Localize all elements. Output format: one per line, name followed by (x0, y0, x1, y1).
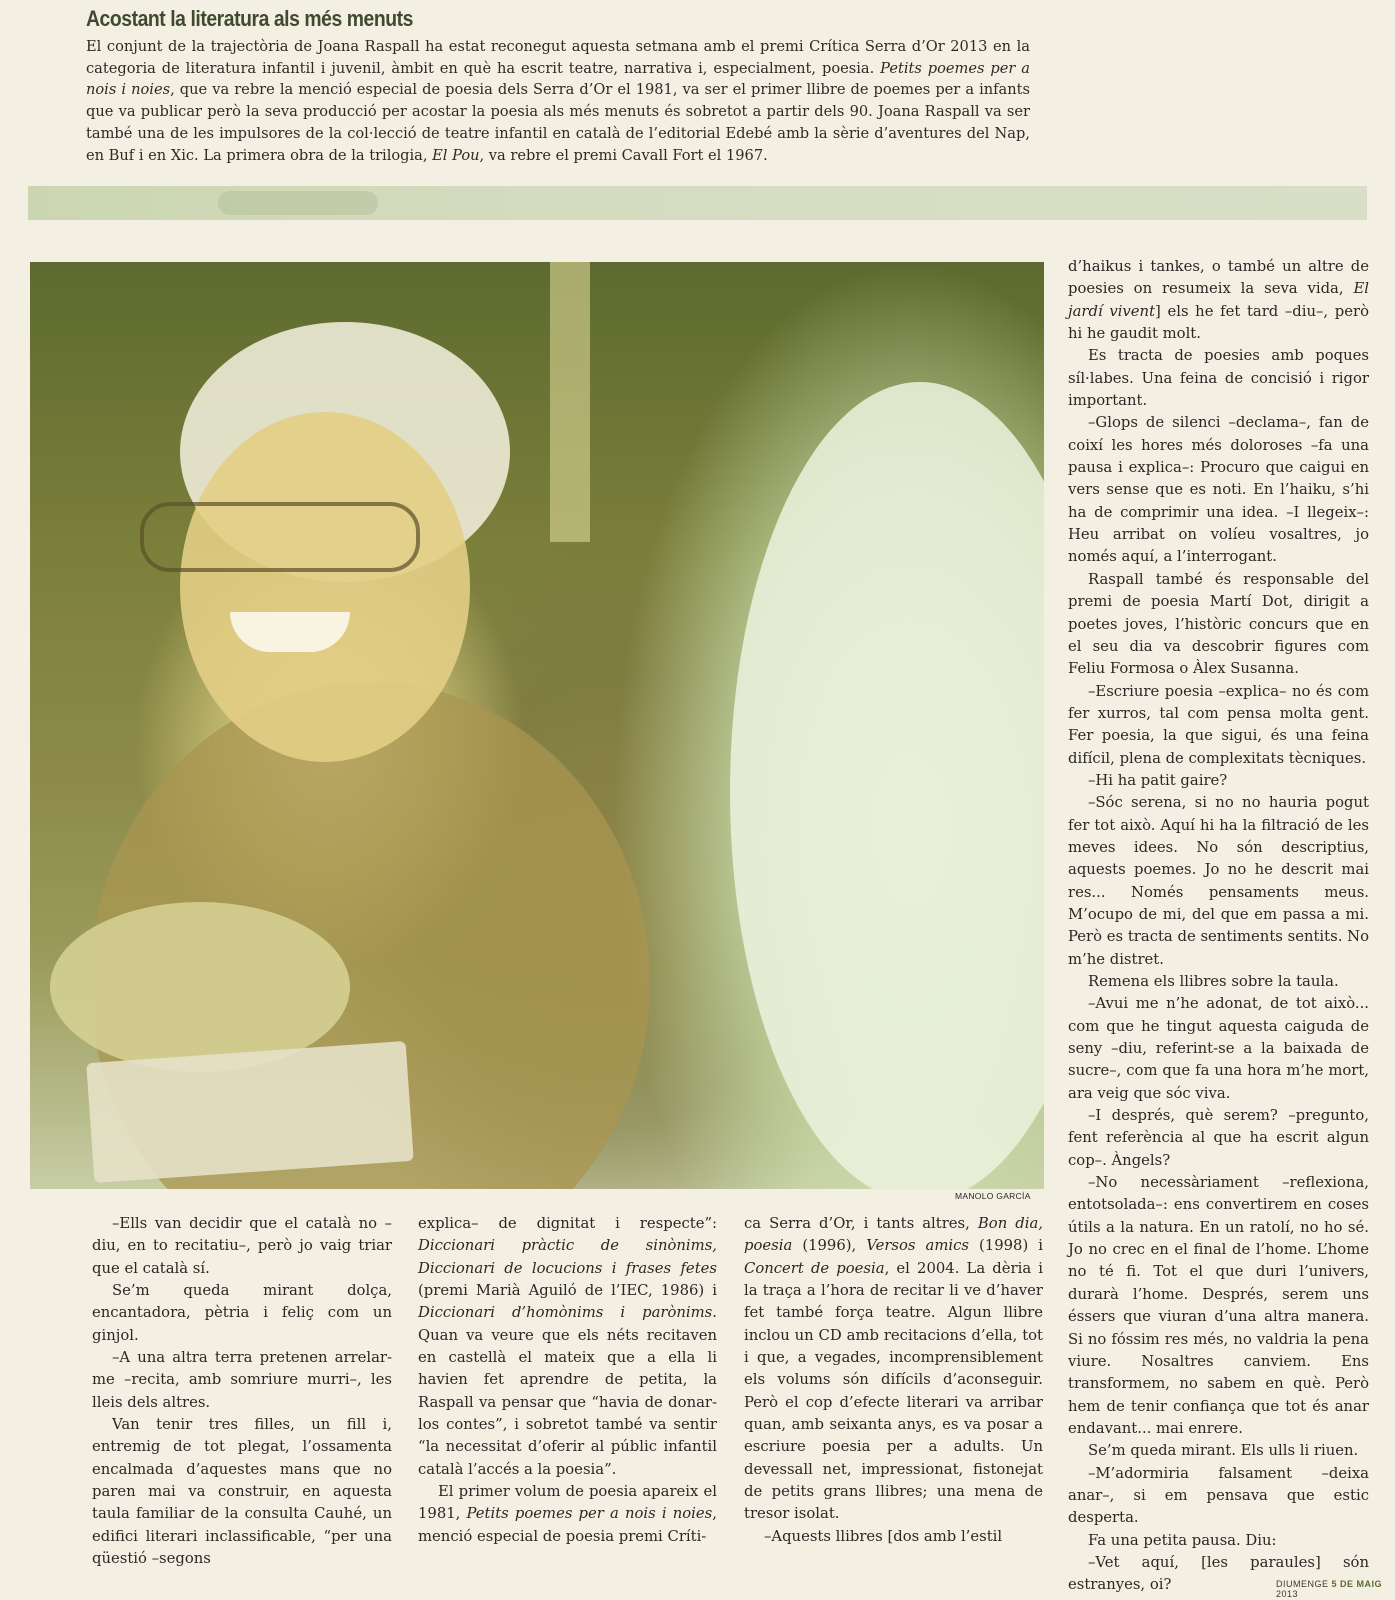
paragraph: ca Serra d’Or, i tants altres, Bon dia, poesia (1996), Versos amics (1998) i Concert de poesia, el 2004. La dèria i la traça a l’hora de recitar li ve d’haver fet també força teatre. Algun llibre inclou un CD amb recitacions d’ella, tot i que, a vegades, incomprensiblement els volums són difícils d’aconseguir. Però el cop d’efecte literari va arribar quan, amb seixanta anys, es va posar a escriure poesia per a adults. Un devessall net, impressionat, fistonejat de petits grans llibres; una mena de tresor isolat. (744, 1215, 1043, 1523)
paragraph: –Aquests llibres [dos amb l’estil (764, 1527, 1003, 1545)
photo-credit: MANOLO GARCÍA (955, 1191, 1031, 1201)
column-2 (418, 1213, 717, 1548)
photo-pillar (550, 262, 590, 542)
portrait-photo (30, 262, 1044, 1189)
band-ghost-shape (218, 191, 378, 215)
paragraph: –Hi ha patit gaire? (1088, 771, 1228, 789)
column-3 (744, 1213, 1043, 1548)
paragraph: –M’adormiria falsament –deixa anar–, si em pensava que estic desperta. (1068, 1464, 1369, 1527)
column-1 (92, 1213, 392, 1571)
page-footer: DIUMENGE 5 DE MAIG 2013 (1276, 1579, 1383, 1599)
paragraph: explica– de dignitat i respecte”: Diccionari pràctic de sinònims, Diccionari de locucions i frases fetes (premi Marià Aguiló de l’IEC, 1986) i Diccionari d’homònims i parònims. Quan va veure que els néts recitaven en castellà el mateix que a ella li havien fet aprendre de petita, la Raspall va pensar que “havia de donar-los contes”, i sobretot també va sentir “la necessitat d’oferir al públic infantil català l’accés a la poesia”. (418, 1215, 717, 1478)
photo-hands (50, 902, 350, 1072)
paragraph: –Escriure poesia –explica– no és com fer xurros, tal com pensa molta gent. Fer poesia, la que sigui, és una feina difícil, plena de complexitats tècniques. (1068, 682, 1369, 767)
paragraph: Se’m queda mirant dolça, encantadora, pètria i feliç com un ginjol. (92, 1282, 392, 1344)
photo-glasses (140, 502, 420, 572)
paragraph: –Avui me n’he adonat, de tot això... com que he tingut aquesta caiguda de seny –diu, referint-se a la baixada de sucre–, com que fa una hora m’he mort, ara veig que sóc viva. (1068, 995, 1369, 1102)
column-4 (1068, 256, 1369, 1597)
sidebar-title: Acostant la literatura als més menuts (86, 6, 413, 31)
paragraph: Remena els llibres sobre la taula. (1088, 973, 1339, 990)
paragraph: –Glops de silenci –declama–, fan de coixí les hores més doloroses –fa una pausa i explica–: Procuro que caigui en vers sense que es noti. En l’haiku, s’hi ha de comprimir una idea. –I llegeix–: Heu arribat on volíeu vosaltres, jo només aquí, a l’interrogant. (1068, 414, 1369, 566)
paragraph: –Vet aquí, [les paraules] són estranyes, oi? (1068, 1553, 1369, 1594)
photo-face (180, 412, 470, 762)
paragraph: –I després, què serem? –pregunto, fent referència al que ha escrit algun cop–. Àngels? (1068, 1107, 1369, 1169)
paragraph: –Ells van decidir que el català no –diu, en to recitatiu–, però jo vaig triar que el català sí. (92, 1215, 392, 1277)
paragraph: –A una altra terra pretenen arrelar-me –recita, amb somriure murri–, les lleis dels altres. (92, 1349, 392, 1411)
paragraph: El primer volum de poesia apareix el 1981, Petits poemes per a nois i noies, menció especial de poesia premi Críti- (418, 1483, 717, 1545)
paragraph: –Sóc serena, si no no hauria pogut fer tot això. Aquí hi ha la filtració de les meves idees. No són descriptius, aquests poemes. Jo no he descrit mai res... Només pensaments meus. M’ocupo de mi, del que em passa a mi. Però es tracta de sentiments sentits. No m’he distret. (1068, 794, 1369, 968)
photo-chair (730, 382, 1044, 1189)
paragraph: –No necessàriament –reflexiona, entotsolada–: ens convertirem en coses útils a la natura. En un ratolí, no ho sé. Jo no crec en el final de l’home. L’home no té fi. Tot el que duri l’univers, durarà l’home. Després, serem uns éssers que viuran d’una altra manera. Si no fóssim res més, no valdria la pena viure. Nosaltres canviem. Ens transformem, no sabem en què. Però hem de tenir confiança que tot és anar endavant... mai enrere. (1068, 1174, 1369, 1437)
sidebar-text: El conjunt de la trajectòria de Joana Raspall ha estat reconegut aquesta setmana amb el premi Crítica Serra d’Or 2013 en la categoria de literatura infantil i juvenil, àmbit en què ha escrit teatre, narrativa i, especialment, poesia. Petits poemes per a nois i noies, que va rebre la menció especial de poesia dels Serra d’Or el 1981, va ser el primer llibre de poemes per a infants que va publicar però la seva producció per acostar la poesia als més menuts és sobretot a partir dels 90. Joana Raspall va ser també una de les impulsores de la col·lecció de teatre infantil en català de l’editorial Edebé amb la sèrie d’aventures del Nap, en Buf i en Xic. La primera obra de la trilogia, El Pou, va rebre el premi Cavall Fort el 1967. (86, 38, 1031, 164)
paragraph: d’haikus i tankes, o també un altre de poesies on resumeix la seva vida, El jardí vivent] els he fet tard –diu–, però hi he gaudit molt. (1068, 258, 1369, 343)
paragraph: Se’m queda mirant. Els ulls li riuen. (1088, 1442, 1359, 1460)
paragraph: Fa una petita pausa. Diu: (1088, 1531, 1277, 1549)
paragraph: Van tenir tres filles, un fill i, entremig de tot plegat, l’ossamenta encalmada d’aquestes mans que no paren mai va construir, en aquesta taula familiar de la consulta Cauhé, un edifici literari inclassificable, “per una qüestió –segons (92, 1416, 392, 1568)
photo-book (86, 1041, 414, 1183)
paragraph: Es tracta de poesies amb poques síl·labes. Una feina de concisió i rigor important. (1068, 347, 1369, 410)
paragraph: Raspall també és responsable del premi de poesia Martí Dot, dirigit a poetes joves, l’històric concurs que en el seu dia va descobrir figures com Feliu Formosa o Àlex Susanna. (1068, 570, 1369, 678)
